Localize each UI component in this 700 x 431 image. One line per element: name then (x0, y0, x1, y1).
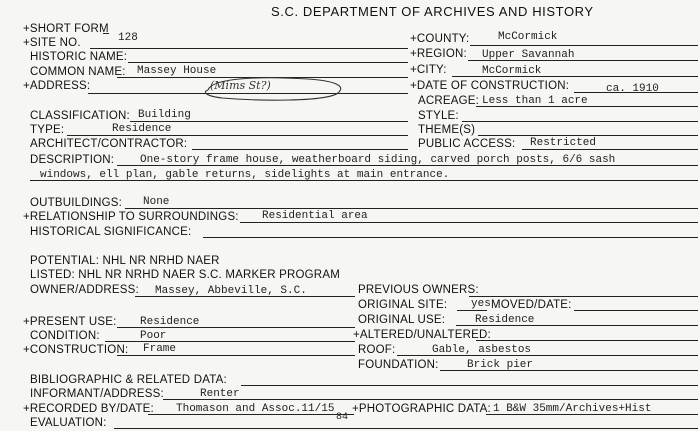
evaluation-label: EVALUATION: (30, 417, 107, 429)
significance-label: HISTORICAL SIGNIFICANCE: (30, 226, 192, 238)
common-name-label: COMMON NAME: (30, 66, 126, 78)
relationship-label: +RELATIONSHIP TO SURROUNDINGS: (23, 211, 239, 223)
city-value: McCormick (482, 65, 542, 77)
roof-label: ROOF: (358, 344, 396, 356)
county-value: McCormick (498, 31, 558, 43)
listed-label: LISTED: NHL NR NRHD NAER S.C. MARKER PROGRAM (30, 269, 340, 281)
type-label: TYPE: (30, 124, 65, 136)
original-site-label: ORIGINAL SITE: (358, 299, 448, 311)
site-no-value: 128 (118, 32, 138, 44)
construction-line (117, 355, 355, 356)
original-site-line (457, 310, 487, 311)
owner-value: Massey, Abbeville, S.C. (155, 285, 307, 297)
informant-line (163, 399, 698, 400)
recorded-year: 84 (336, 412, 349, 423)
outbuildings-value: None (143, 196, 170, 208)
description-text-2: windows, ell plan, gable returns, sidelights at main entrance. (40, 169, 450, 181)
condition-value: Poor (140, 330, 167, 342)
type-line (67, 135, 408, 136)
informant-value: Renter (200, 388, 240, 400)
city-label: +CITY: (410, 64, 447, 76)
previous-owners-line (469, 296, 698, 297)
original-use-value: Residence (475, 314, 535, 326)
site-no-line (90, 48, 408, 49)
region-label: +REGION: (410, 48, 467, 60)
acreage-label: ACREAGE: (418, 95, 480, 107)
page-title: S.C. DEPARTMENT OF ARCHIVES AND HISTORY (271, 4, 594, 19)
short-form-line (103, 33, 109, 34)
themes-label: THEME(S) (418, 124, 476, 136)
style-line (462, 121, 698, 122)
informant-label: INFORMANT/ADDRESS: (30, 388, 164, 400)
previous-owners-label: PREVIOUS OWNERS: (358, 284, 479, 296)
outbuildings-label: OUTBUILDINGS: (30, 197, 123, 209)
foundation-value: Brick pier (467, 359, 534, 371)
construction-label: +CONSTRUCTION: (23, 344, 129, 356)
historic-name-label: HISTORIC NAME: (30, 51, 128, 63)
county-line (470, 45, 698, 46)
recorded-value: Thomason and Assoc.11/15 (176, 403, 335, 415)
evaluation-line (114, 428, 698, 429)
region-value: Upper Savannah (482, 49, 575, 61)
bibliographic-label: BIBLIOGRAPHIC & RELATED DATA: (30, 374, 227, 386)
condition-label: CONDITION: (30, 330, 100, 342)
relationship-value: Residential area (262, 210, 368, 222)
description-text-1: One-story frame house, weatherboard siding, carved porch posts, 6/6 sash (140, 154, 616, 166)
site-no-label: +SITE NO. (23, 37, 81, 49)
architect-line (192, 149, 408, 150)
original-site-value: yes (471, 298, 491, 310)
potential-label: POTENTIAL: NHL NR NRHD NAER (30, 255, 220, 267)
photographic-value: 1 B&W 35mm/Archives+Hist (493, 403, 652, 415)
roof-value: Gable, asbestos (432, 344, 532, 356)
address-handwritten: (Mims St?) (210, 79, 271, 92)
short-form-label: +SHORT FORM (23, 23, 109, 35)
type-value: Residence (112, 123, 172, 135)
date-label: +DATE OF CONSTRUCTION: (410, 80, 570, 92)
significance-line (203, 237, 698, 238)
classification-value: Building (138, 109, 191, 121)
architect-label: ARCHITECT/CONTRACTOR: (30, 138, 188, 150)
public-access-label: PUBLIC ACCESS: (418, 138, 516, 150)
public-access-value: Restricted (530, 137, 597, 149)
photographic-label: +PHOTOGRAPHIC DATA: (352, 403, 491, 415)
relationship-line (240, 222, 698, 223)
themes-line (478, 135, 698, 136)
outbuildings-line (125, 208, 698, 209)
moved-line (574, 310, 698, 311)
public-access-line (522, 149, 698, 150)
description-label: DESCRIPTION: (30, 154, 115, 166)
foundation-label: FOUNDATION: (358, 359, 439, 371)
present-use-label: +PRESENT USE: (23, 316, 117, 328)
county-label: +COUNTY: (410, 33, 470, 45)
date-value: ca. 1910 (606, 83, 659, 95)
bibliographic-line (241, 385, 698, 386)
altered-label: +ALTERED/UNALTERED: (353, 329, 491, 341)
present-use-value: Residence (140, 316, 200, 328)
owner-label: OWNER/ADDRESS: (30, 284, 139, 296)
acreage-value: Less than 1 acre (482, 95, 588, 107)
historic-name-line (128, 62, 408, 63)
classification-line (130, 121, 408, 122)
classification-label: CLASSIFICATION: (30, 110, 130, 122)
common-name-value: Massey House (137, 65, 217, 77)
original-use-label: ORIGINAL USE: (358, 314, 446, 326)
recorded-label: +RECORDED BY/DATE: (23, 403, 154, 415)
altered-line (476, 340, 698, 341)
address-label: +ADDRESS: (23, 80, 91, 92)
moved-label: MOVED/DATE: (491, 299, 572, 311)
style-label: STYLE: (418, 110, 459, 122)
construction-value: Frame (143, 343, 177, 355)
